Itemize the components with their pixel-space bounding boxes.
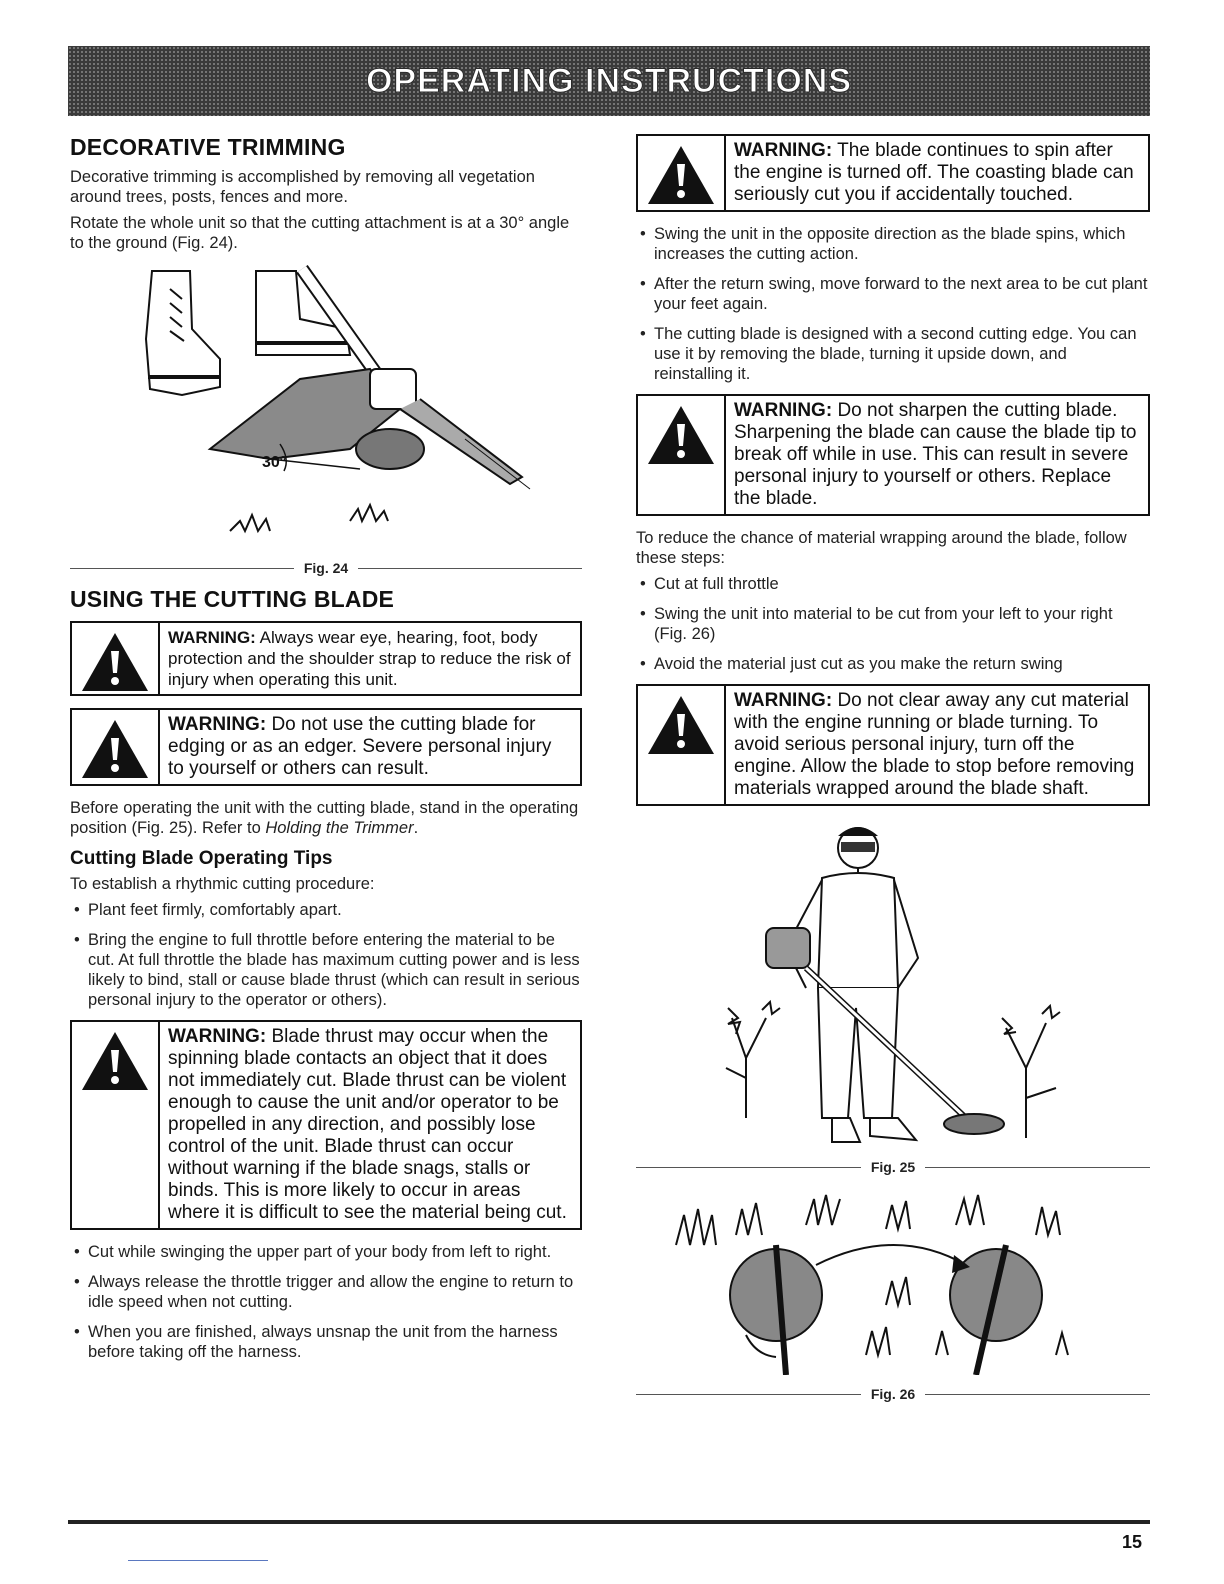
- using-cutting-blade-heading: USING THE CUTTING BLADE: [70, 586, 395, 612]
- right-column: [636, 130, 1150, 1412]
- operating-position-paragraph: [70, 798, 582, 838]
- operating-tips-list-2: [70, 1242, 582, 1362]
- swing-tips-list: [636, 224, 1150, 384]
- figure-24-caption: [70, 560, 582, 576]
- list-item: • After the return swing, move forward to the next area to be cut plant your feet again.: [636, 274, 1150, 314]
- list-item: • Swing the unit into material to be cut from your left to your right (Fig. 26): [636, 604, 1150, 644]
- warning-message: Blade thrust may occur when the spinning blade contacts an object that it does not immediately cut. Blade thrust can be violent enough to cause the unit and/or operator to be propelled in any direction, and possibly lose control of the unit. Blade thrust can occur without warning if the blade snags, stalls or binds. This is more likely to occur in areas where it is difficult to see the material being cut.: [168, 1026, 567, 1223]
- warning-triangle-icon: [638, 136, 726, 210]
- figure-25: [636, 818, 1150, 1175]
- figure-25-illustration: [636, 818, 1150, 1148]
- figure-26-label: Fig. 26: [870, 1386, 916, 1402]
- warning-box: [70, 621, 582, 696]
- list-item: • Cut at full throttle: [636, 574, 1150, 594]
- warning-triangle-icon: [638, 686, 726, 804]
- figure-25-caption: [636, 1159, 1150, 1175]
- list-item: • Bring the engine to full throttle before entering the material to be cut. At full throttle the blade has maximum cutting power and is less likely to bind, stall or cause blade thrust (which can result in serious personal injury to the operator or others).: [70, 930, 582, 1010]
- warning-triangle-icon: [638, 396, 726, 514]
- bottom-rule: [68, 1520, 1150, 1524]
- angle-label: 30°: [262, 454, 287, 471]
- list-item: • Plant feet firmly, comfortably apart.: [70, 900, 582, 920]
- paragraph-end: .: [413, 819, 419, 837]
- figure-25-label: Fig. 25: [870, 1159, 916, 1175]
- caption-rule: [70, 568, 294, 569]
- warning-label: WARNING:: [734, 400, 833, 421]
- list-item: • Swing the unit in the opposite direction as the blade spins, which increases the cutting action.: [636, 224, 1150, 264]
- warning-triangle-icon: [72, 623, 160, 694]
- caption-rule: [636, 1394, 861, 1395]
- warning-text: [726, 136, 1148, 210]
- warning-text: [160, 1022, 580, 1228]
- warning-label: WARNING:: [734, 140, 833, 161]
- wrap-intro-paragraph: To reduce the chance of material wrapping around the blade, follow these steps:: [636, 529, 1127, 567]
- warning-message: Do not clear away any cut material with the engine running or blade turning. To avoid serious personal injury, turn off the engine. Allow the blade to stop before removing materials wrapped around the blade shaft.: [734, 690, 1135, 799]
- page-number: 15: [1122, 1532, 1143, 1552]
- caption-rule: [925, 1394, 1150, 1395]
- list-item: • The cutting blade is designed with a second cutting edge. You can use it by removing the blade, turning it upside down, and reinstalling it.: [636, 324, 1150, 384]
- figure-24-label: Fig. 24: [303, 560, 349, 576]
- warning-message: Do not use the cutting blade for edging or as an edger. Severe personal injury to yourself or others can result.: [168, 714, 552, 779]
- figure-26: [636, 1185, 1150, 1402]
- warning-triangle-icon: [72, 710, 160, 784]
- paragraph-main: Before operating the unit with the cutting blade, stand in the operating position (Fig. 25). Refer to: [70, 799, 579, 837]
- caption-rule: [636, 1167, 861, 1168]
- operating-tips-intro: To establish a rhythmic cutting procedure:: [70, 875, 375, 893]
- warning-box: [70, 1020, 582, 1230]
- warning-label: WARNING:: [734, 690, 833, 711]
- figure-24: [70, 259, 582, 576]
- warning-text: [160, 710, 580, 784]
- warning-box: [636, 134, 1150, 212]
- decorative-paragraph-1: Decorative trimming is accomplished by removing all vegetation around trees, posts, fences and more.: [70, 168, 535, 206]
- warning-box: [636, 394, 1150, 516]
- figure-26-caption: [636, 1386, 1150, 1402]
- warning-text: [160, 623, 580, 694]
- list-item: • When you are finished, always unsnap the unit from the harness before taking off the harness.: [70, 1322, 582, 1362]
- footer-link-line: [128, 1560, 268, 1561]
- list-item: • Cut while swinging the upper part of your body from left to right.: [70, 1242, 582, 1262]
- holding-trimmer-reference: Holding the Trimmer: [265, 819, 414, 837]
- header-banner: [68, 46, 1150, 116]
- figure-24-illustration: [70, 259, 582, 549]
- operating-tips-heading: Cutting Blade Operating Tips: [70, 848, 333, 869]
- warning-label: WARNING:: [168, 1026, 267, 1047]
- list-item: • Always release the throttle trigger and allow the engine to return to idle speed when not cutting.: [70, 1272, 582, 1312]
- wrap-tips-list: [636, 574, 1150, 674]
- warning-box: [636, 684, 1150, 806]
- warning-text: [726, 686, 1148, 804]
- decorative-trimming-heading: DECORATIVE TRIMMING: [70, 134, 346, 160]
- operating-tips-list: [70, 900, 582, 1010]
- warning-label: WARNING:: [168, 714, 267, 735]
- warning-message: Do not sharpen the cutting blade. Sharpening the blade can cause the blade tip to break off while in use. This can result in severe personal injury to yourself or others. Replace the blade.: [734, 400, 1137, 509]
- warning-message: The blade continues to spin after the engine is turned off. The coasting blade can seriously cut you if accidentally touched.: [734, 140, 1134, 205]
- caption-rule: [358, 568, 582, 569]
- warning-text: [726, 396, 1148, 514]
- warning-triangle-icon: [72, 1022, 160, 1228]
- warning-label: WARNING:: [168, 628, 256, 647]
- caption-rule: [925, 1167, 1150, 1168]
- figure-26-illustration: [636, 1185, 1150, 1375]
- left-column: [70, 130, 582, 1372]
- warning-message: Always wear eye, hearing, foot, body protection and the shoulder strap to reduce the risk of injury when operating this unit.: [168, 628, 571, 689]
- warning-box: [70, 708, 582, 786]
- decorative-paragraph-2: Rotate the whole unit so that the cutting attachment is at a 30° angle to the ground (Fig. 24).: [70, 214, 570, 252]
- page-title: OPERATING INSTRUCTIONS: [365, 61, 853, 100]
- list-item: • Avoid the material just cut as you make the return swing: [636, 654, 1150, 674]
